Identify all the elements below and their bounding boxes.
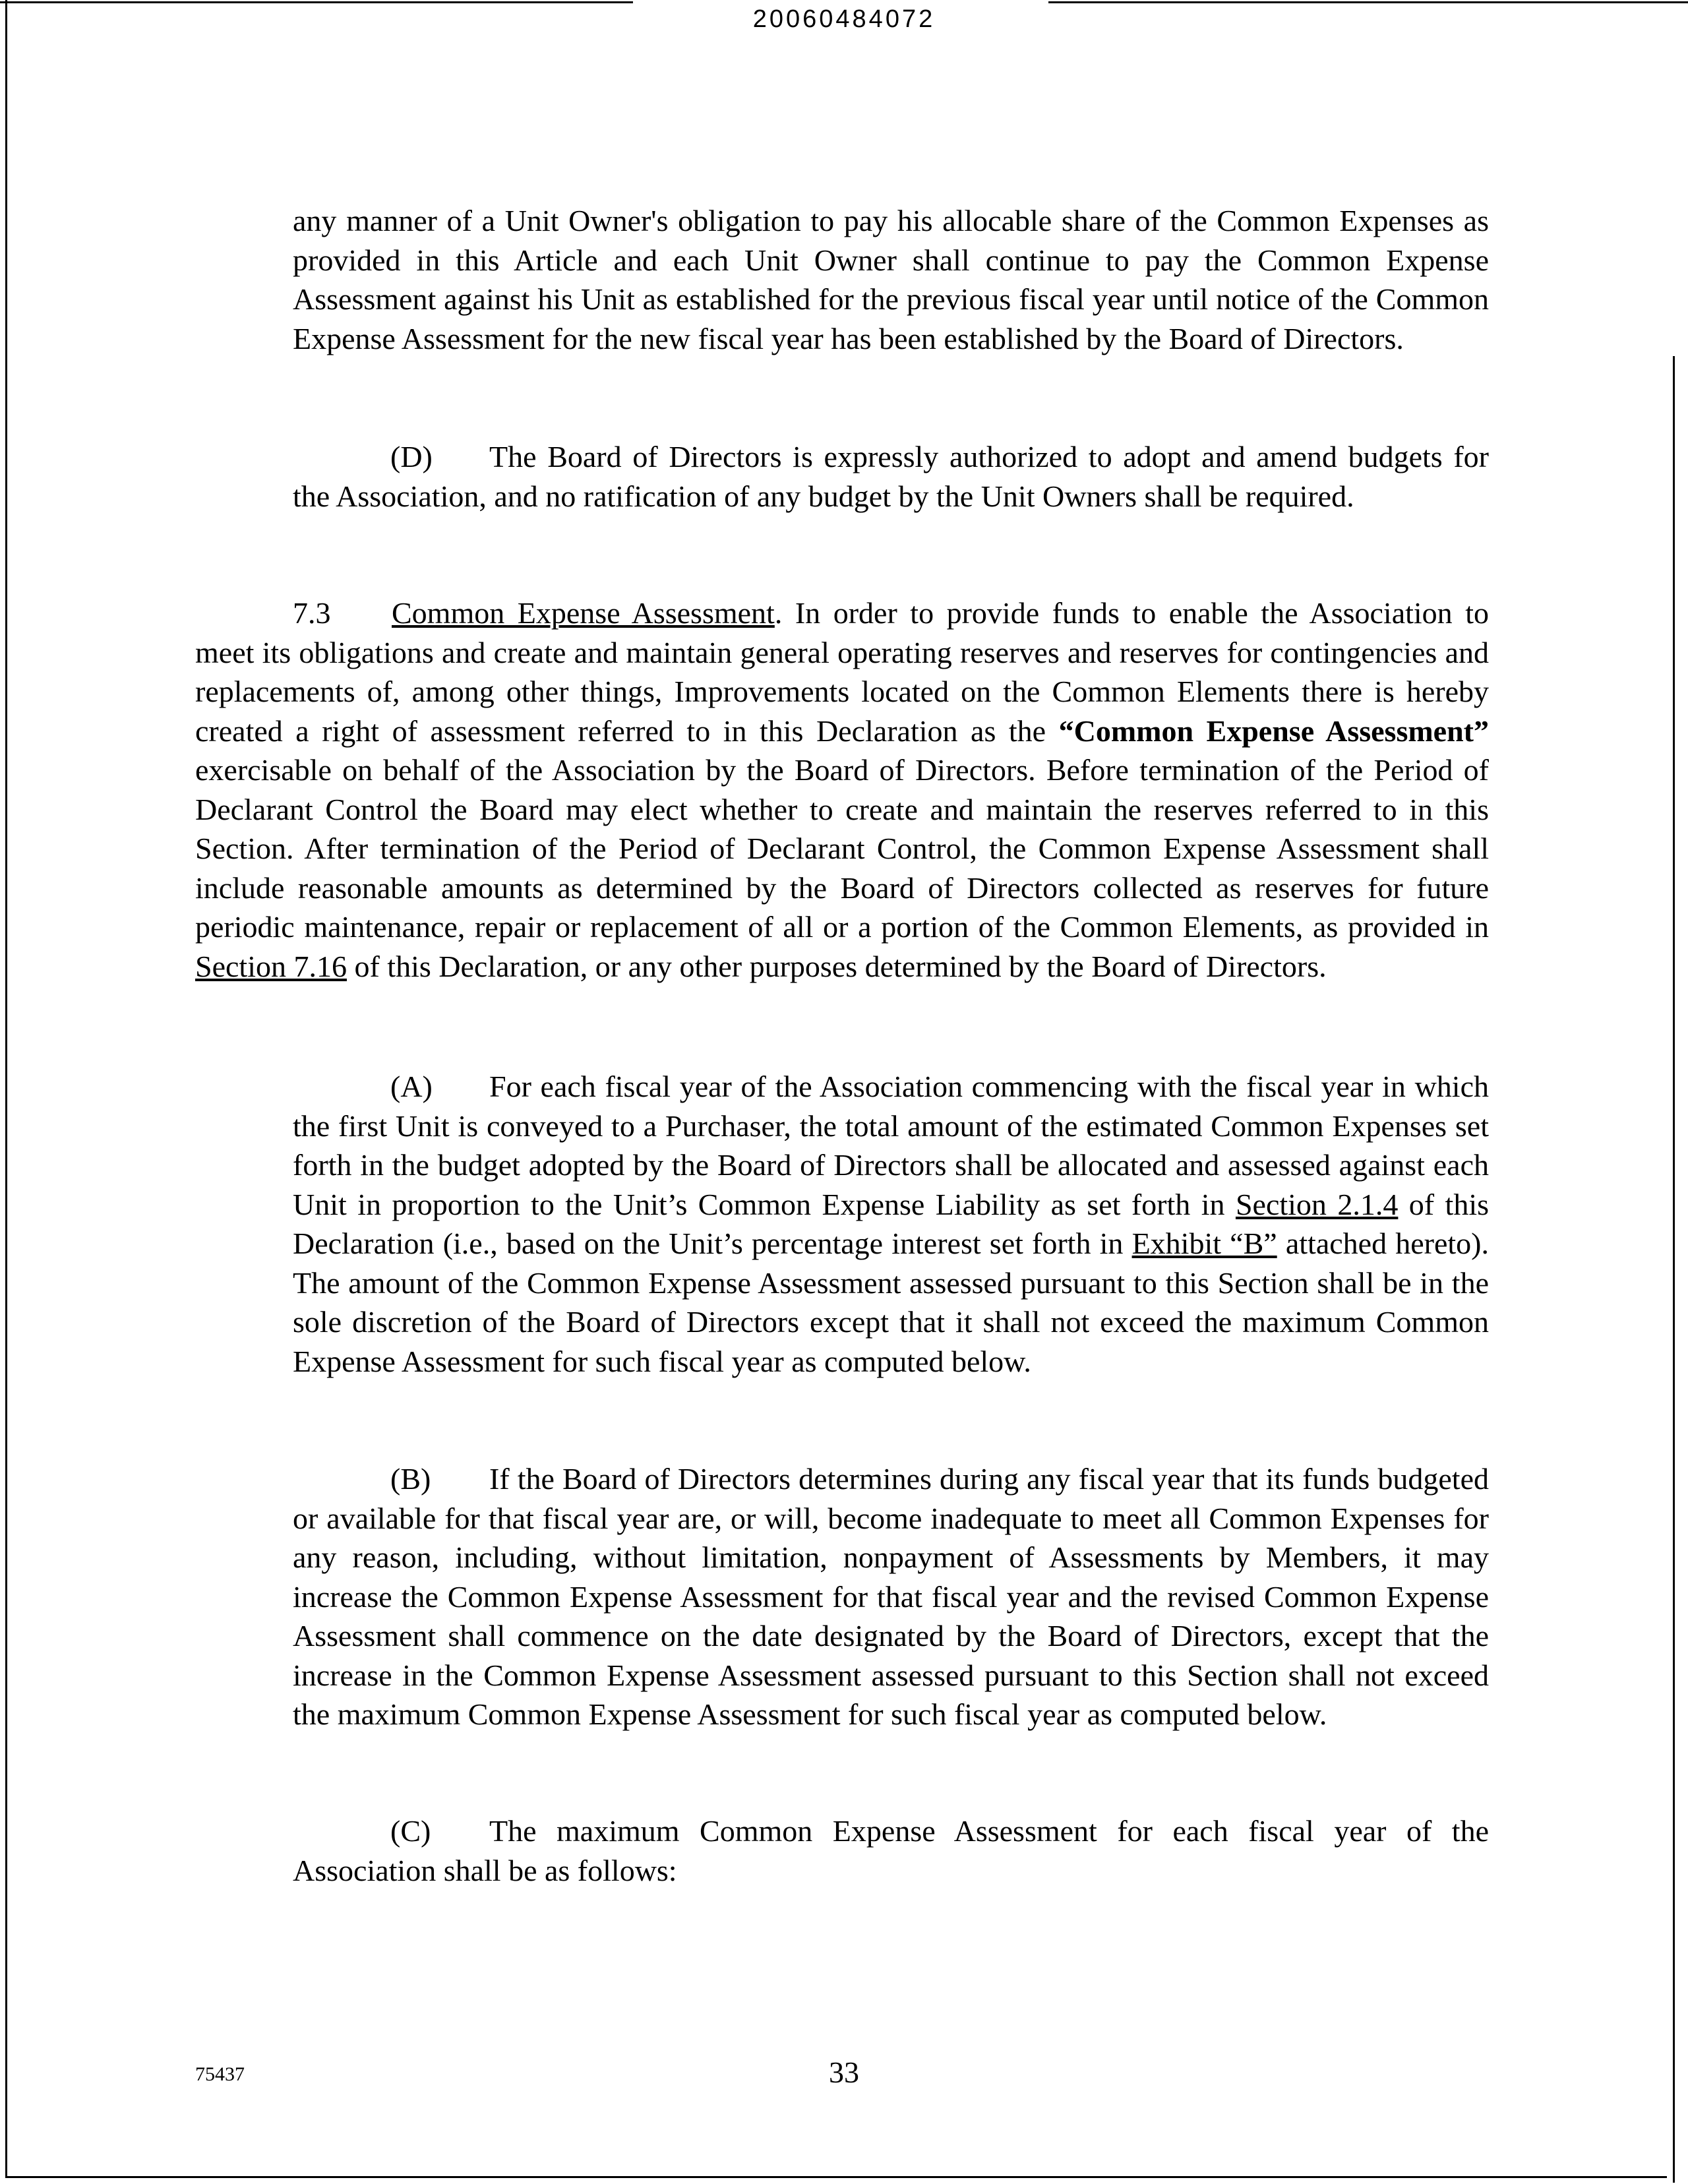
paragraph-a-text-part-1: For each fiscal year of the Association commencing with the fiscal year in which the first Unit is conveyed to a Purchaser, the total amount of the estimated Common Expenses set forth in the budget adopted by the Board of Directors shall be allocated and assessed against each Unit in proportion to the Unit’s Common Expense Liability as set forth in — [293, 1070, 1489, 1221]
paragraph-b — [293, 1459, 1489, 1734]
paragraph-c — [293, 1811, 1489, 1890]
document-number: 20060484072 — [752, 5, 936, 33]
paragraph-c-label: (C) — [390, 1814, 431, 1848]
section-text-part-3: of this Declaration, or any other purposes determined by the Board of Directors. — [346, 949, 1327, 983]
paragraph-a — [293, 1067, 1489, 1381]
scan-border-top-right — [1048, 1, 1688, 3]
paragraph-a-text-part-3: attached hereto). The amount of the Common Expense Assessment assessed pursuant to this Section shall be in the sole discretion of the Board of Directors except that it shall not exceed the maximum Common Expense Assessment for such fiscal year as computed below. — [293, 1227, 1489, 1378]
section-7-3 — [195, 593, 1489, 986]
section-7-16-reference: Section 7.16 — [195, 949, 347, 983]
paragraph-d — [293, 437, 1489, 516]
paragraph-b-text: If the Board of Directors determines during any fiscal year that its funds budgeted or available for that fiscal year are, or will, become inadequate to meet all Common Expenses for any reason, including, without limitation, nonpayment of Assessments by Members, it may increase the Common Expense Assessment for that fiscal year and the revised Common Expense Assessment shall commence on the date designated by the Board of Directors, except that the increase in the Common Expense Assessment assessed pursuant to this Section shall not exceed the maximum Common Expense Assessment for such fiscal year as computed below. — [293, 1462, 1489, 1731]
scan-border-top-left — [0, 1, 633, 3]
section-text-part-1: . In order to provide funds to enable the Association to meet its obligations and create and maintain general operating reserves and reserves for contingencies and replacements of, among other things, Improvements located on the Common Elements there is hereby created a right of assessment referred to in this Declaration as the — [195, 596, 1489, 748]
section-text-part-2: exercisable on behalf of the Association by the Board of Directors. Before termination of the Period of Declarant Control the Board may elect whether to create and maintain the reserves referred to in this Section. After termination of the Period of Declarant Control, the Common Expense Assessment shall include reasonable amounts as determined by the Board of Directors collected as reserves for future periodic maintenance, repair or replacement of all or a portion of the Common Elements, as provided in — [195, 753, 1489, 944]
section-number: 7.3 — [293, 596, 331, 630]
scan-border-bottom — [5, 2176, 1667, 2178]
defined-term: “Common Expense Assessment” — [1058, 713, 1489, 748]
exhibit-b-reference: Exhibit “B” — [1131, 1227, 1277, 1260]
footer-document-code: 75437 — [195, 2063, 245, 2085]
paragraph-d-label: (D) — [390, 440, 433, 473]
section-2-1-4-reference: Section 2.1.4 — [1235, 1187, 1399, 1221]
paragraph-a-text-part-2: of this Declaration (i.e., based on the Unit’s percentage interest set forth in — [293, 1187, 1490, 1260]
paragraph-a-label: (A) — [390, 1070, 433, 1103]
paragraph-c-text: The maximum Common Expense Assessment for each fiscal year of the Association shall be as follows: — [293, 1814, 1489, 1887]
paragraph-b-label: (B) — [390, 1462, 431, 1496]
paragraph-continuation: any manner of a Unit Owner's obligation to pay his allocable share of the Common Expenses as provided in this Article and each Unit Owner shall continue to pay the Common Expense Assessment against his Unit as established for the previous fiscal year until notice of the Common Expense Assessment for the new fiscal year has been established by the Board of Directors. — [293, 204, 1489, 355]
page-number: 33 — [829, 2055, 859, 2089]
section-heading: Common Expense Assessment — [392, 596, 775, 630]
scan-border-left — [5, 0, 7, 2176]
scan-border-right — [1673, 356, 1675, 2183]
paragraph-d-text: The Board of Directors is expressly authorized to adopt and amend budgets for the Association, and no ratification of any budget by the Unit Owners shall be required. — [293, 440, 1489, 513]
